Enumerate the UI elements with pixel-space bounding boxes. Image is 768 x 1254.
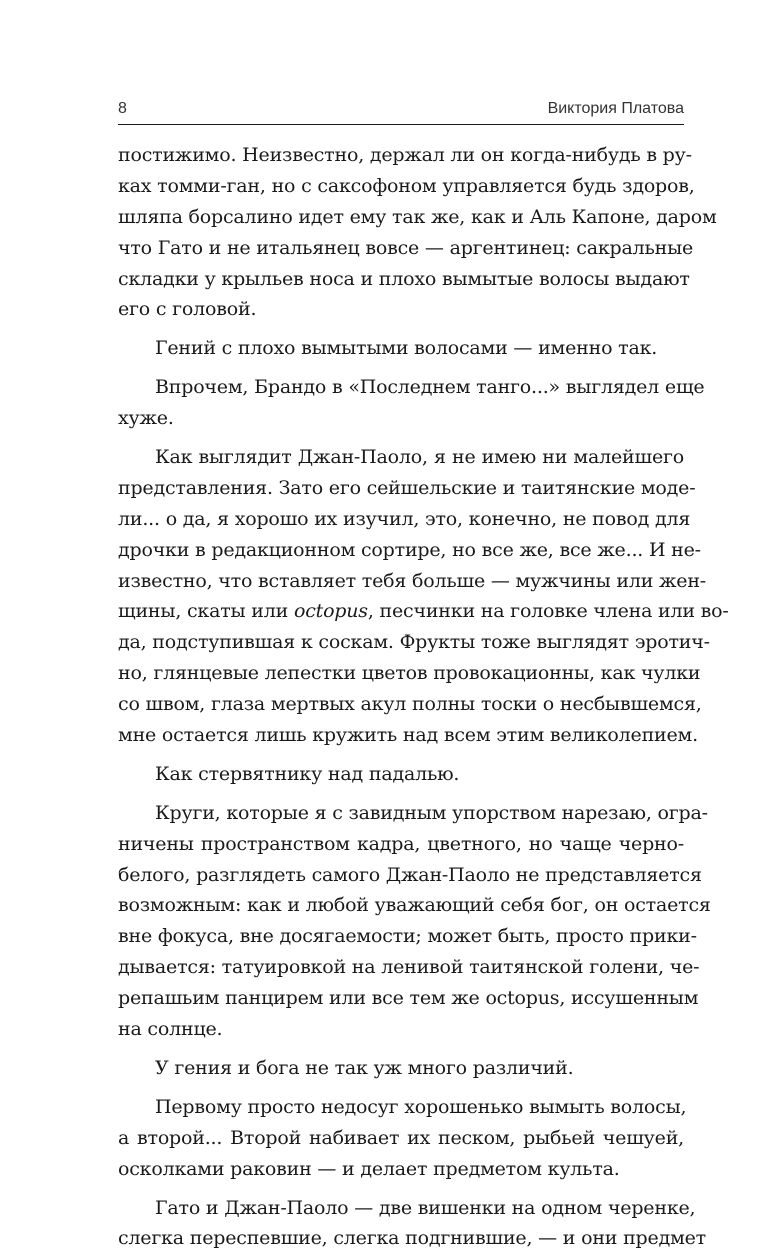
paragraph-gap (118, 1045, 684, 1053)
paragraph (118, 1193, 684, 1254)
text-line: ках томми-ган, но с саксофоном управляется будь здоров, (118, 171, 684, 202)
paragraph (118, 140, 684, 325)
running-head-author: Виктория Платова (548, 100, 684, 118)
text-line: Как стервятнику над падалью. (118, 759, 684, 790)
text-line: постижимо. Неизвестно, держал ли он когда-нибудь в ру- (118, 140, 684, 171)
paragraph-gap (118, 751, 684, 759)
text-line: известно, что вставляет тебя больше — мужчины или жен- (118, 566, 684, 597)
text-line: да, подступившая к соскам. Фрукты тоже выглядят эротич- (118, 627, 684, 658)
text-line: со швом, глаза мертвых акул полны тоски о несбывшемся, (118, 689, 684, 720)
paragraph (118, 1053, 684, 1084)
text-line: ничены пространством кадра, цветного, но чаще черно- (118, 829, 684, 860)
text-line: что Гато и не итальянец вовсе — аргентинец: сакральные (118, 233, 684, 264)
text-line: на солнце. (118, 1014, 684, 1045)
paragraph-gap (118, 1084, 684, 1092)
text-line: а второй... Второй набивает их песком, рыбьей чешуей, (118, 1123, 684, 1154)
paragraph (118, 442, 684, 751)
text-line: Как выглядит Джан-Паоло, я не имею ни малейшего (118, 442, 684, 473)
text-line: дрочки в редакционном сортире, но все же, все же... И не- (118, 535, 684, 566)
text-line: вне фокуса, вне досягаемости; может быть, просто прики- (118, 921, 684, 952)
text-line: представления. Зато его сейшельские и таитянские моде- (118, 473, 684, 504)
text-line: хуже. (118, 403, 684, 434)
paragraph (118, 372, 684, 434)
text-line: Гато и Джан-Паоло — две вишенки на одном черенке, (118, 1193, 684, 1224)
text-line: Первому просто недосуг хорошенько вымыть волосы, (118, 1092, 684, 1123)
text-line: осколками раковин — и делает предметом культа. (118, 1154, 684, 1185)
body-text (118, 140, 684, 1254)
running-head (118, 92, 684, 118)
text-line: но, глянцевые лепестки цветов провокационны, как чулки (118, 658, 684, 689)
text-line: его с головой. (118, 294, 684, 325)
paragraph (118, 333, 684, 364)
text-line: дывается: татуировкой на ленивой таитянской голени, че- (118, 952, 684, 983)
text-line: ли... о да, я хорошо их изучил, это, конечно, не повод для (118, 504, 684, 535)
text-line: шляпа борсалино идет ему так же, как и Аль Капоне, даром (118, 202, 684, 233)
text-line: слегка переспевшие, слегка подгнившие, — и они предмет (118, 1223, 684, 1254)
paragraph (118, 1092, 684, 1185)
paragraph (118, 798, 684, 1045)
paragraph-gap (118, 364, 684, 372)
paragraph-gap (118, 790, 684, 798)
text-line: складки у крыльев носа и плохо вымытые волосы выдают (118, 264, 684, 295)
paragraph (118, 759, 684, 790)
text-line: Впрочем, Брандо в «Последнем танго...» выглядел еще (118, 372, 684, 403)
page-number: 8 (118, 100, 127, 118)
text-line: У гения и бога не так уж много различий. (118, 1053, 684, 1084)
text-line: мне остается лишь кружить над всем этим великолепием. (118, 720, 684, 751)
text-line: репашьим панцирем или все тем же octopus, иссушенным (118, 983, 684, 1014)
text-line: Круги, которые я с завидным упорством нарезаю, огра- (118, 798, 684, 829)
text-line: щины, скаты или octopus, песчинки на головке члена или во- (118, 596, 684, 627)
paragraph-gap (118, 325, 684, 333)
text-line: белого, разглядеть самого Джан-Паоло не представляется (118, 860, 684, 891)
header-rule (118, 124, 684, 125)
paragraph-gap (118, 434, 684, 442)
text-line: возможным: как и любой уважающий себя бог, он остается (118, 890, 684, 921)
paragraph-gap (118, 1185, 684, 1193)
text-line: Гений с плохо вымытыми волосами — именно так. (118, 333, 684, 364)
